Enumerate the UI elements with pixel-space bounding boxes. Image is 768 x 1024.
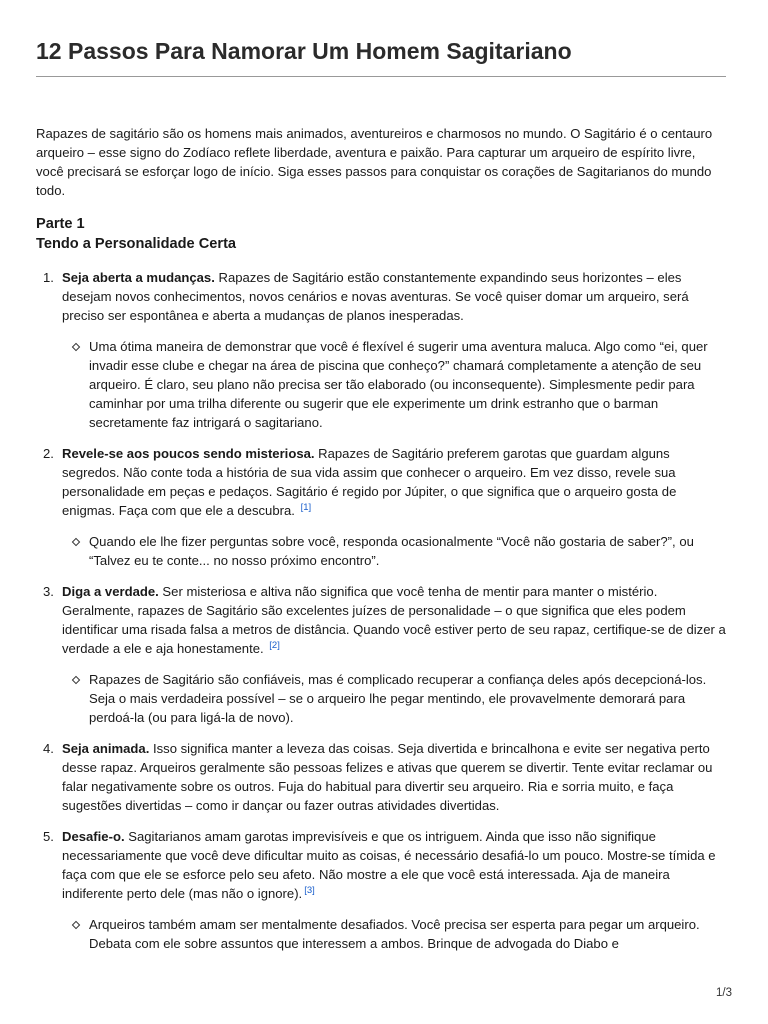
step-body: Ser misteriosa e altiva não significa que você tenha de mentir para manter o mistério. Geralmente, rapazes de Sagitário são excelentes juízes de personalidade – o que significa que eles podem identificar uma risada falsa a metros de distância. Quando você estiver perto de seu rapaz, certifique-se de dizer a verdade a ele e aja honestamente. [62, 584, 726, 656]
step-item [36, 739, 726, 815]
step-heading: Desafie-o. [62, 829, 125, 844]
part-title: Tendo a Personalidade Certa [36, 236, 237, 252]
step-number: 4. [43, 741, 54, 756]
article-body [36, 124, 726, 965]
page-number: 1/3 [716, 987, 732, 999]
sub-item [62, 532, 726, 570]
step-sublist [62, 532, 726, 570]
sub-item [62, 670, 726, 727]
diamond-bullet-icon [72, 676, 80, 684]
page-title: 12 Passos Para Namorar Um Homem Sagitariano [36, 38, 572, 64]
sub-item-text: Uma ótima maneira de demonstrar que você é flexível é sugerir uma aventura maluca. Algo como “ei, quer invadir esse clube e chegar na área de piscina que conheço?” chamará completamente a atenção de seu arqueiro. É claro, seu plano não precisa ser tão elaborado (ou inconsequente). Simplesmente pedir para caminhar por uma trilha diferente ou sugerir que ele experimente um drink estranho que o barman secretamente faz intrigará o sagitariano. [89, 339, 708, 430]
sub-item-text: Quando ele lhe fizer perguntas sobre você, responda ocasionalmente “Você não gostaria de saber?”, ou “Talvez eu te conte... no nosso próximo encontro”. [89, 534, 694, 568]
step-item [36, 444, 726, 570]
step-heading: Diga a verdade. [62, 584, 159, 599]
part-label: Parte 1 [36, 216, 85, 232]
step-text [62, 582, 726, 658]
diamond-bullet-icon [72, 921, 80, 929]
steps-list [36, 268, 726, 953]
step-number: 2. [43, 446, 54, 461]
step-heading: Seja aberta a mudanças. [62, 270, 215, 285]
diamond-bullet-icon [72, 538, 80, 546]
step-body: Sagitarianos amam garotas imprevisíveis e que os intriguem. Ainda que isso não signifique necessariamente que você deve dificultar muito as coisas, é necessário desafiá-lo um pouco. Mostre-se tímida e faça com que ele se esforce pelo seu afeto. Não mostre a ele que você está interessada. Aja de maneira indiferente perto dele (mas não o ignore). [62, 829, 716, 901]
step-number: 3. [43, 584, 54, 599]
step-heading: Seja animada. [62, 741, 150, 756]
sub-item-text: Arqueiros também amam ser mentalmente desafiados. Você precisa ser esperta para pegar um arqueiro. Debata com ele sobre assuntos que interessem a ambos. Brinque de advogada do Diabo e [89, 917, 700, 951]
title-divider [36, 76, 726, 77]
step-text [62, 739, 726, 815]
step-sublist [62, 337, 726, 432]
sub-item [62, 915, 726, 953]
reference-link[interactable]: [2] [269, 640, 280, 651]
step-item [36, 268, 726, 432]
sub-item-text: Rapazes de Sagitário são confiáveis, mas é complicado recuperar a confiança deles após decepcioná-los. Seja o mais verdadeira possível – se o arqueiro lhe pegar mentindo, ele provavelmente demorará para perdoá-la (ou para ligá-la de novo). [89, 672, 707, 725]
reference-link[interactable]: [3] [304, 885, 315, 896]
step-body: Isso significa manter a leveza das coisas. Seja divertida e brincalhona e evite ser negativa perto desse rapaz. Arqueiros geralmente são pessoas felizes e ativas que querem se divertir. Tente evitar reclamar ou falar negativamente sobre os outros. Fuja do habitual para divertir seu arqueiro. Ria e sorria muito, e faça sugestões divertidas – como ir dançar ou fazer outras atividades divertidas. [62, 741, 713, 813]
step-heading: Revele-se aos poucos sendo misteriosa. [62, 446, 315, 461]
reference-link[interactable]: [1] [300, 502, 312, 513]
step-sublist [62, 670, 726, 727]
step-body: Rapazes de Sagitário estão constantemente expandindo seus horizontes – eles desejam novos conhecimentos, novos cenários e novas aventuras. Se você quiser domar um arqueiro, será preciso ser espontânea e aberta a mudanças de planos inesperadas. [62, 270, 689, 323]
step-number: 1. [43, 270, 54, 285]
step-sublist [62, 915, 726, 953]
step-body: Rapazes de Sagitário preferem garotas que guardam alguns segredos. Não conte toda a história de sua vida assim que conhecer o arqueiro. Em vez disso, revele sua personalidade em peças e pedaços. Sagitário é regido por Júpiter, o que significa que o arqueiro gosta de enigmas. Faça com que ele a descubra. [62, 446, 677, 518]
diamond-bullet-icon [72, 343, 80, 351]
step-number: 5. [43, 829, 54, 844]
intro-paragraph: Rapazes de sagitário são os homens mais animados, aventureiros e charmosos no mundo. O Sagitário é o centauro arqueiro – esse signo do Zodíaco reflete liberdade, aventura e paixão. Para capturar um arqueiro de espírito livre, você precisará se esforçar logo de início. Siga esses passos para conquistar os corações de Sagitarianos do mundo todo. [36, 126, 713, 198]
sub-item [62, 337, 726, 432]
step-item [36, 582, 726, 727]
step-text [62, 444, 726, 520]
step-text [62, 827, 726, 903]
part-heading [36, 214, 726, 254]
step-item [36, 827, 726, 953]
step-text [62, 268, 726, 325]
